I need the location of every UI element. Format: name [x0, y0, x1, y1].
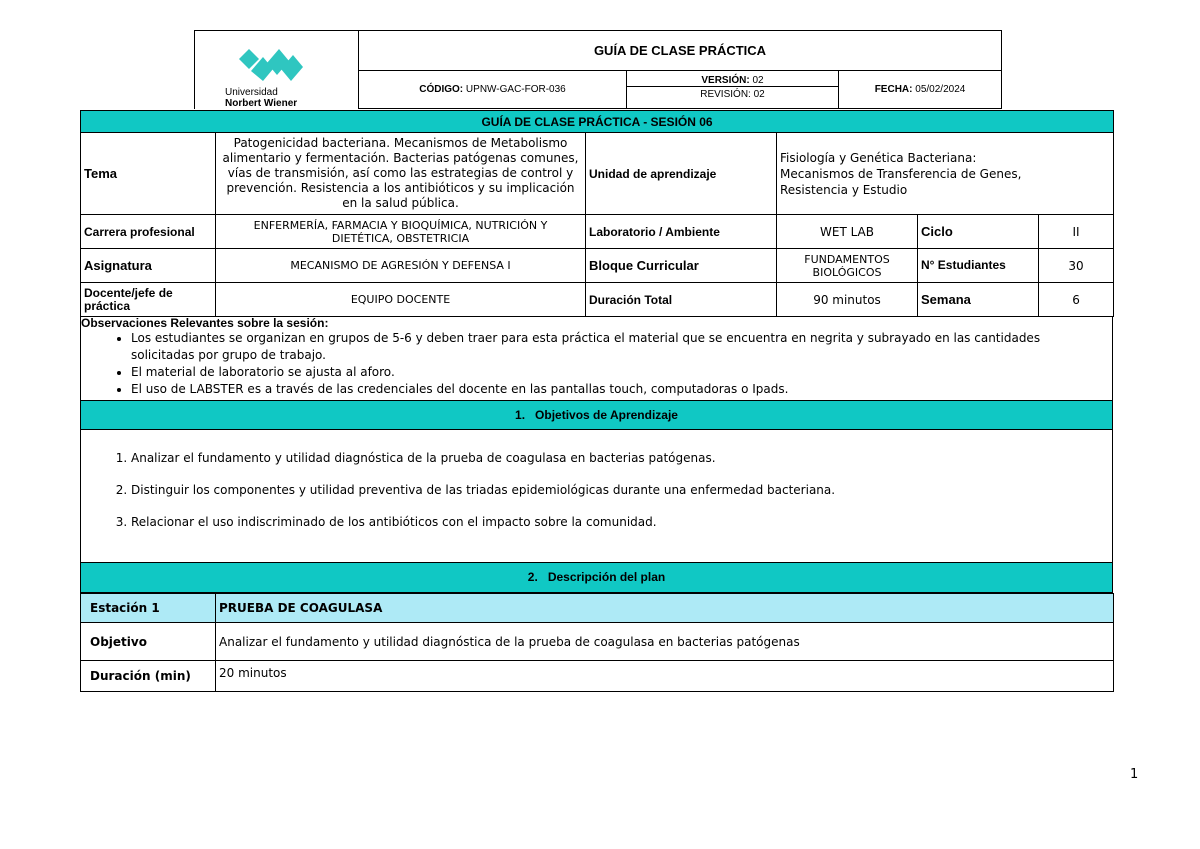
- version-value: 02: [752, 74, 764, 86]
- estacion-label: Estación 1: [81, 594, 216, 623]
- unidad-label: Unidad de aprendizaje: [586, 133, 777, 215]
- fecha-value: 05/02/2024: [915, 84, 966, 95]
- objetivos-list: [81, 451, 1112, 529]
- info-table: [80, 110, 1114, 317]
- estudiantes-label: N° Estudiantes: [918, 249, 1039, 283]
- asignatura-value: MECANISMO DE AGRESIÓN Y DEFENSA I: [216, 249, 586, 283]
- header-table: [194, 30, 1002, 109]
- bloque-label: Bloque Curricular: [586, 249, 777, 283]
- observaciones-block: [80, 316, 1113, 400]
- plan-title: Descripción del plan: [547, 570, 666, 584]
- objetivo-value: Analizar el fundamento y utilidad diagnóstica de la prueba de coagulasa en bacterias patógenas: [216, 623, 1114, 661]
- version-label: VERSIÓN:: [701, 74, 750, 86]
- tema-label: Tema: [81, 133, 216, 215]
- duracion-min-value: 20 minutos: [216, 661, 1114, 692]
- objetivo-label: Objetivo: [81, 623, 216, 661]
- lab-label: Laboratorio / Ambiente: [586, 215, 777, 249]
- codigo-cell: [359, 71, 627, 109]
- ciclo-label: Ciclo: [918, 215, 1039, 249]
- objetivos-number: 1.: [515, 408, 526, 422]
- logo-text-name: Norbert Wiener: [225, 98, 298, 109]
- objetivo-item: 3. Relacionar el uso indiscriminado de los antibióticos con el impacto sobre la comunidad.: [131, 515, 1112, 529]
- revision-label: REVISIÓN:: [700, 88, 751, 100]
- carrera-value: ENFERMERÍA, FARMACIA Y BIOQUÍMICA, NUTRICIÓN Y DIETÉTICA, OBSTETRICIA: [216, 215, 586, 249]
- asignatura-label: Asignatura: [81, 249, 216, 283]
- logo-cell: [195, 31, 359, 109]
- objetivos-title: Objetivos de Aprendizaje: [535, 408, 678, 422]
- unidad-value: Fisiología y Genética Bacteriana: Mecanismos de Transferencia de Genes, Resistencia y Estudio: [777, 133, 1114, 215]
- revision-line: [627, 87, 838, 105]
- objetivo-item: 1. Analizar el fundamento y utilidad diagnóstica de la prueba de coagulasa en bacterias patógenas.: [131, 451, 1112, 465]
- codigo-label: CÓDIGO:: [419, 84, 464, 95]
- doc-title: GUÍA DE CLASE PRÁCTICA: [359, 31, 1002, 71]
- lab-value: WET LAB: [777, 215, 918, 249]
- duracion-min-label: Duración (min): [81, 661, 216, 692]
- semana-label: Semana: [918, 283, 1039, 317]
- estacion-value: PRUEBA DE COAGULASA: [216, 594, 1114, 623]
- semana-value: 6: [1039, 283, 1114, 317]
- fecha-cell: [839, 71, 1002, 109]
- plan-header: [80, 563, 1113, 593]
- version-line: [627, 75, 838, 87]
- plan-number: 2.: [527, 570, 538, 584]
- carrera-label: Carrera profesional: [81, 215, 216, 249]
- bloque-value: FUNDAMENTOS BIOLÓGICOS: [777, 249, 918, 283]
- page-number: 1: [1130, 767, 1139, 782]
- revision-value: 02: [753, 88, 765, 100]
- university-logo: [239, 49, 303, 87]
- estudiantes-value: 30: [1039, 249, 1114, 283]
- duracion-label: Duración Total: [586, 283, 777, 317]
- docente-label: Docente/jefe de práctica: [81, 283, 216, 317]
- docente-value: EQUIPO DOCENTE: [216, 283, 586, 317]
- session-title: GUÍA DE CLASE PRÁCTICA - SESIÓN 06: [81, 111, 1114, 133]
- observacion-item: • Los estudiantes se organizan en grupos de 5-6 y deben traer para esta práctica el material que se encuentra en negrita y subrayado en las cantidades solicitadas por grupo de trabajo.: [131, 330, 1106, 364]
- observacion-item: • El uso de LABSTER es a través de las credenciales del docente en las pantallas touch, computadoras o Ipads.: [131, 381, 1106, 398]
- ciclo-value: II: [1039, 215, 1114, 249]
- tema-value: Patogenicidad bacteriana. Mecanismos de Metabolismo alimentario y fermentación. Bacterias patógenas comunes, vías de transmisión, así como las estrategias de control y prevención. Resistencia a los antibióticos y su implicación en la salud pública.: [216, 133, 586, 215]
- fecha-label: FECHA:: [874, 84, 913, 95]
- duracion-value: 90 minutos: [777, 283, 918, 317]
- observaciones-title: Observaciones Relevantes sobre la sesión:: [81, 316, 329, 330]
- observacion-item: • El material de laboratorio se ajusta al aforo.: [131, 364, 1106, 381]
- logo-text-university: Universidad: [225, 87, 278, 98]
- observaciones-list: [81, 330, 1112, 398]
- objetivo-item: 2. Distinguir los componentes y utilidad preventiva de las triadas epidemiológicas durante una enfermedad bacteriana.: [131, 483, 1112, 497]
- plan-table: [80, 593, 1114, 692]
- objetivos-header: [80, 400, 1113, 430]
- version-cell: [627, 71, 839, 109]
- objetivos-block: [80, 430, 1113, 563]
- codigo-value: UPNW-GAC-FOR-036: [465, 84, 566, 95]
